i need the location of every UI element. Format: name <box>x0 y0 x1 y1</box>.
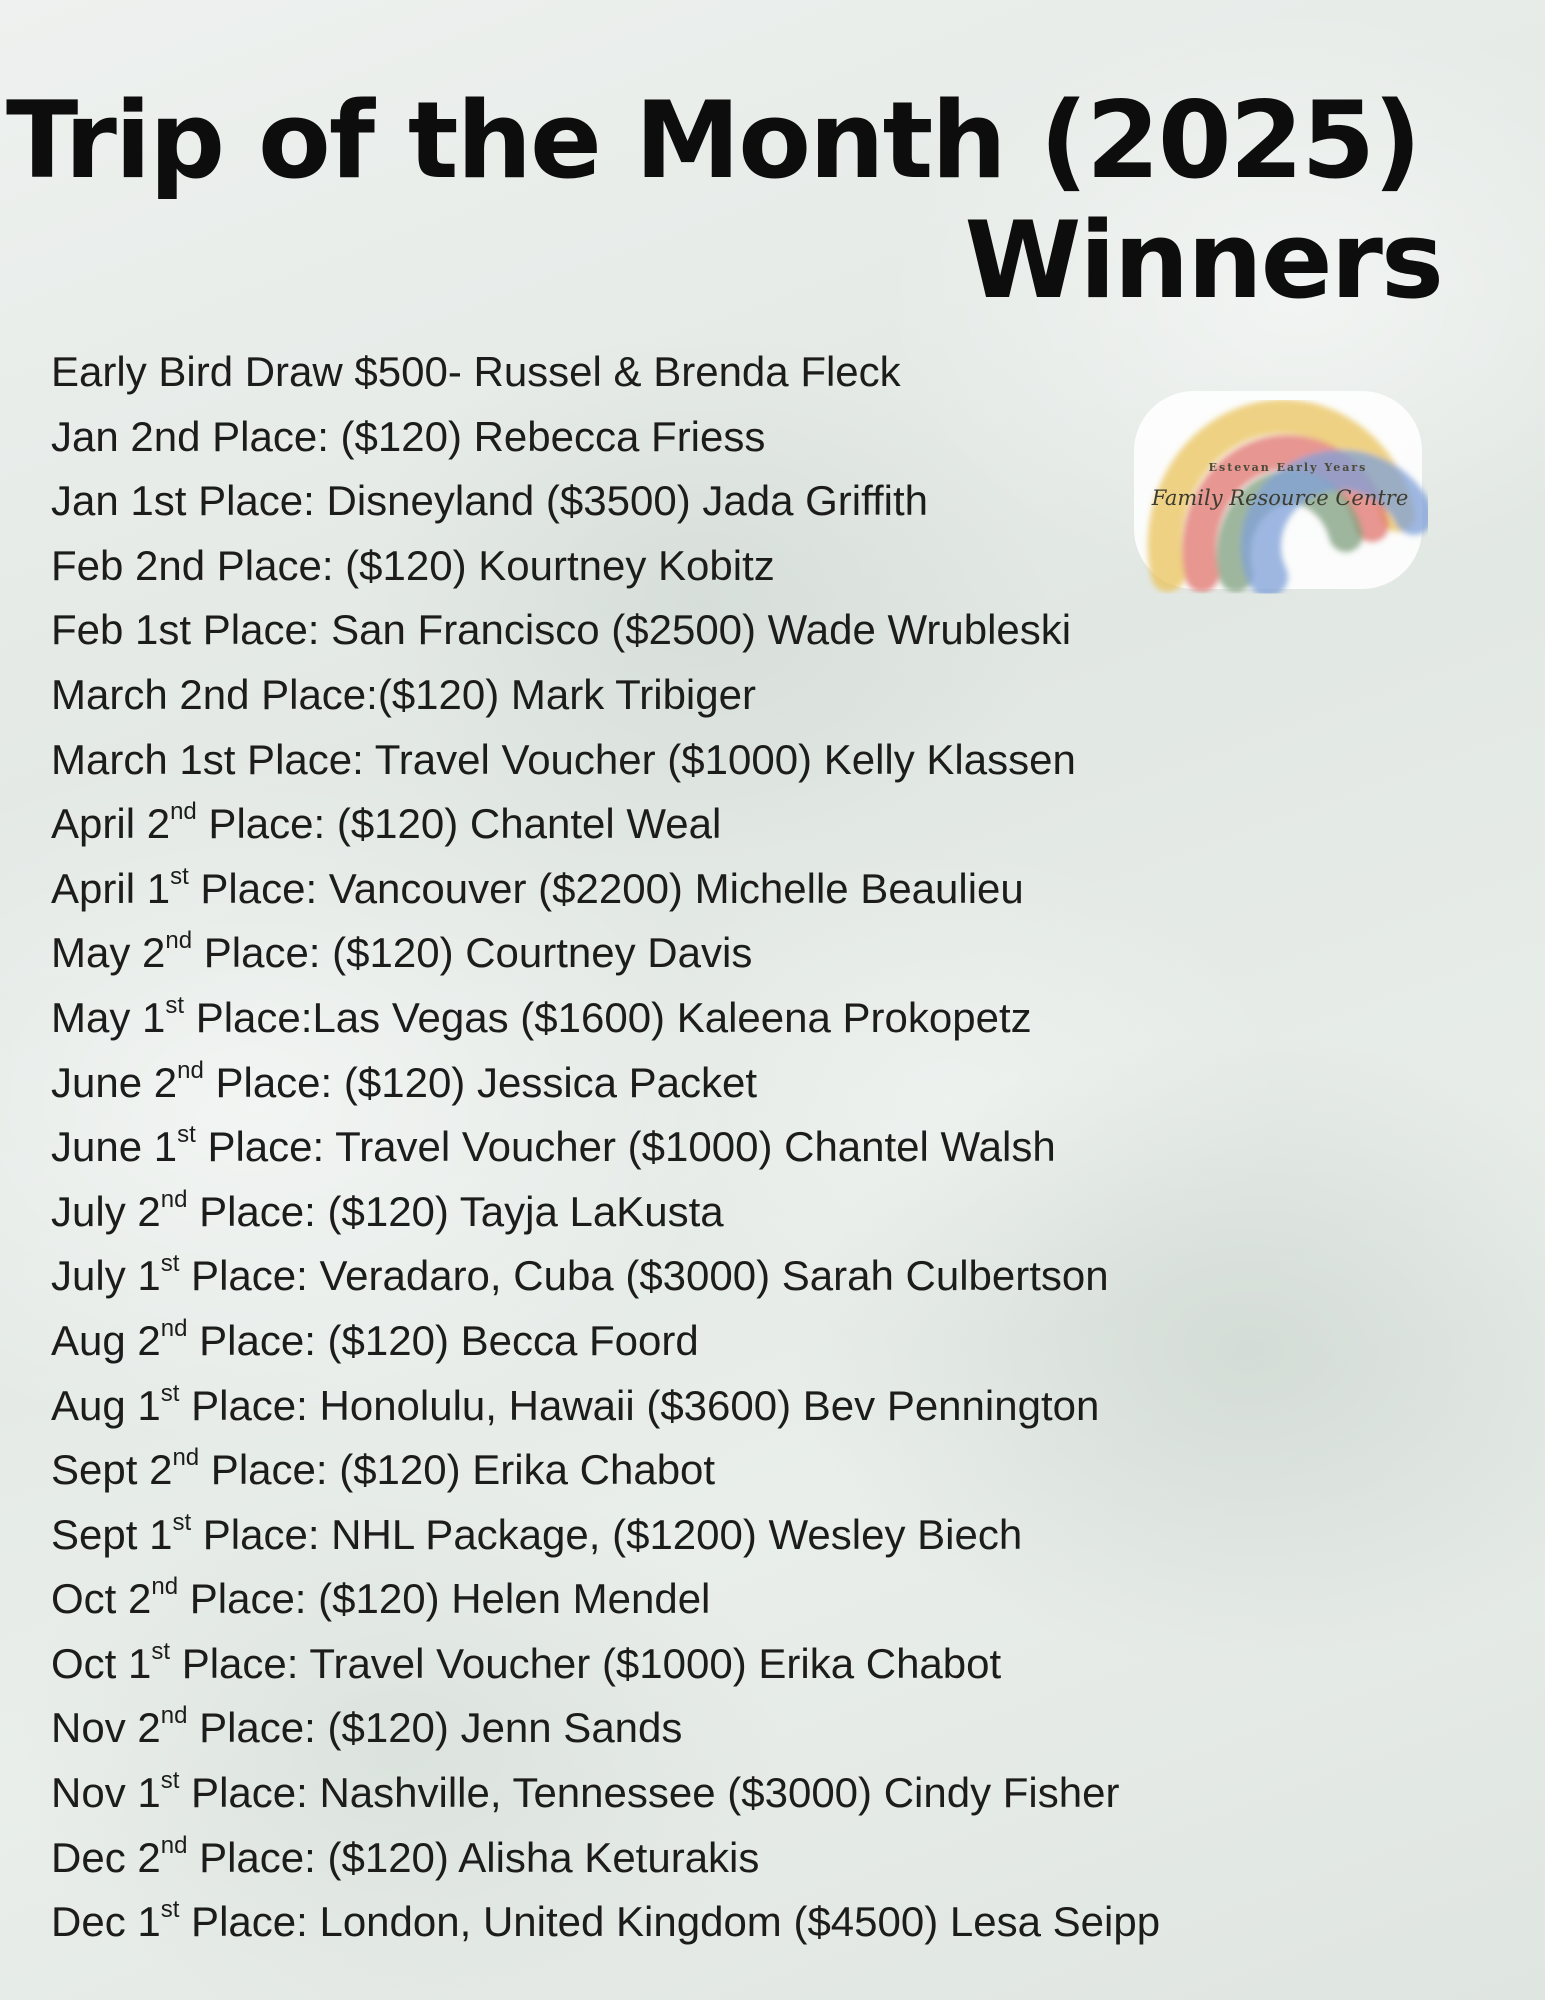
winner-entry <box>51 921 1160 986</box>
ordinal-suffix: nd <box>160 1185 188 1213</box>
winner-entry <box>51 857 1160 922</box>
winner-entry <box>51 1632 1160 1697</box>
winner-entry-lead: Dec 1 <box>51 1898 161 1946</box>
winner-entry <box>51 1180 1160 1245</box>
winner-entry-rest: Place: Travel Voucher ($1000) Erika Chabot <box>170 1639 1002 1687</box>
ordinal-suffix: st <box>160 1767 180 1795</box>
ordinal-suffix: nd <box>177 1056 204 1084</box>
winner-entry-lead: July 1 <box>51 1252 161 1300</box>
winner-entry-lead: Dec 2 <box>51 1833 161 1881</box>
winners-list <box>51 340 1160 1955</box>
winner-entry <box>51 1567 1160 1632</box>
winner-entry-rest: Place: ($120) Alisha Keturakis <box>187 1833 760 1881</box>
logo-script-text: Family Resource Centre <box>1151 486 1409 510</box>
winner-entry-lead: Sept 1 <box>51 1510 173 1558</box>
winner-entry <box>51 534 1160 599</box>
ordinal-suffix: st <box>170 862 189 890</box>
ordinal-suffix: nd <box>170 798 197 826</box>
winner-entry-rest: Place: ($120) Courtney Davis <box>192 929 753 977</box>
ordinal-suffix: nd <box>160 1831 188 1859</box>
winner-entry <box>51 405 1160 470</box>
winner-entry-rest: Place: Nashville, Tennessee ($3000) Cindy Fisher <box>179 1769 1120 1817</box>
winner-entry <box>51 1890 1160 1955</box>
ordinal-suffix: nd <box>165 927 193 955</box>
ordinal-suffix: nd <box>160 1314 188 1342</box>
family-resource-centre-logo <box>1128 385 1428 595</box>
winner-entry <box>51 986 1160 1051</box>
winner-entry-rest: Place: ($120) Helen Mendel <box>178 1575 711 1623</box>
winner-entry-rest: Place: ($120) Jenn Sands <box>187 1704 683 1752</box>
ordinal-suffix: st <box>160 1250 180 1278</box>
title-line-1: Trip of the Month (2025) <box>6 79 1420 202</box>
winner-entry <box>51 663 1160 728</box>
winner-entry <box>51 1826 1160 1891</box>
title-line-2: Winners <box>964 199 1442 322</box>
winner-entry-lead: May 1 <box>51 993 166 1041</box>
winner-entry-rest: Place: ($120) Chantel Weal <box>196 800 722 848</box>
winner-entry-rest: Place: ($120) Tayja LaKusta <box>187 1187 724 1235</box>
winner-entry <box>51 792 1160 857</box>
ordinal-suffix: st <box>165 991 185 1019</box>
winner-entry <box>51 1438 1160 1503</box>
ordinal-suffix: st <box>151 1637 171 1665</box>
winner-entry <box>51 1051 1160 1116</box>
winner-entry-rest: Place: Travel Voucher ($1000) Chantel Walsh <box>195 1123 1056 1171</box>
winner-entry <box>51 1761 1160 1826</box>
winner-entry-lead: Aug 1 <box>51 1381 161 1429</box>
winner-entry-lead: March 1st Place: Travel Voucher ($1000) Kelly Klassen <box>51 735 1076 783</box>
winner-entry <box>51 1696 1160 1761</box>
winner-entry-lead: Nov 2 <box>51 1704 161 1752</box>
ordinal-suffix: nd <box>160 1702 188 1730</box>
winner-entry-lead: Early Bird Draw $500- Russel & Brenda Fleck <box>51 348 901 395</box>
winner-entry-rest: Place: ($120) Jessica Packet <box>203 1058 758 1106</box>
winner-entry-lead: April 1 <box>51 864 171 912</box>
winner-entry <box>51 1309 1160 1374</box>
winner-entry-rest: Place: ($120) Becca Foord <box>187 1316 699 1364</box>
ordinal-suffix: nd <box>151 1573 179 1601</box>
winner-entry-lead: Oct 1 <box>51 1639 152 1687</box>
ordinal-suffix: st <box>177 1121 196 1149</box>
ordinal-suffix: nd <box>172 1444 200 1472</box>
winner-entry-lead: July 2 <box>51 1187 161 1235</box>
winner-entry-lead: Jan 2nd Place: ($120) Rebecca Friess <box>51 412 766 460</box>
winner-entry <box>51 1244 1160 1309</box>
ordinal-suffix: st <box>172 1508 192 1536</box>
winner-entry <box>51 728 1160 793</box>
winner-entry-lead: June 2 <box>51 1058 178 1106</box>
winner-entry <box>51 1115 1160 1180</box>
logo-small-text: Estevan Early Years <box>1208 461 1368 474</box>
winner-entry-lead: Aug 2 <box>51 1316 161 1364</box>
winner-entry-lead: June 1 <box>51 1123 178 1171</box>
winner-entry-rest: Place: ($120) Erika Chabot <box>199 1446 716 1494</box>
winner-entry-rest: Place: Vancouver ($2200) Michelle Beaulieu <box>188 864 1024 912</box>
winner-entry-lead: Oct 2 <box>51 1575 152 1623</box>
ordinal-suffix: st <box>160 1896 180 1924</box>
ordinal-suffix: st <box>160 1379 180 1407</box>
winner-entry-lead: Jan 1st Place: Disneyland ($3500) Jada Griffith <box>51 477 929 525</box>
winner-entry-rest: Place: London, United Kingdom ($4500) Lesa Seipp <box>179 1898 1161 1946</box>
winner-entry-rest: Place: Honolulu, Hawaii ($3600) Bev Pennington <box>179 1381 1100 1429</box>
winner-entry-rest: Place:Las Vegas ($1600) Kaleena Prokopetz <box>184 993 1032 1041</box>
winner-entry-lead: March 2nd Place:($120) Mark Tribiger <box>51 670 756 718</box>
winner-entry-rest: Place: Veradaro, Cuba ($3000) Sarah Culbertson <box>179 1252 1109 1300</box>
winner-entry-rest: Place: NHL Package, ($1200) Wesley Biech <box>191 1510 1023 1558</box>
winner-entry-lead: April 2 <box>51 800 171 848</box>
winner-entry-lead: Nov 1 <box>51 1769 161 1817</box>
winner-entry <box>51 469 1160 534</box>
winner-entry-lead: Feb 1st Place: San Francisco ($2500) Wade Wrubleski <box>51 606 1072 654</box>
winner-entry <box>51 340 1160 405</box>
winner-entry-lead: May 2 <box>51 929 166 977</box>
winner-entry <box>51 1374 1160 1439</box>
winner-entry-lead: Feb 2nd Place: ($120) Kourtney Kobitz <box>51 541 775 589</box>
winner-entry-lead: Sept 2 <box>51 1446 173 1494</box>
winner-entry <box>51 1503 1160 1568</box>
winner-entry <box>51 598 1160 663</box>
